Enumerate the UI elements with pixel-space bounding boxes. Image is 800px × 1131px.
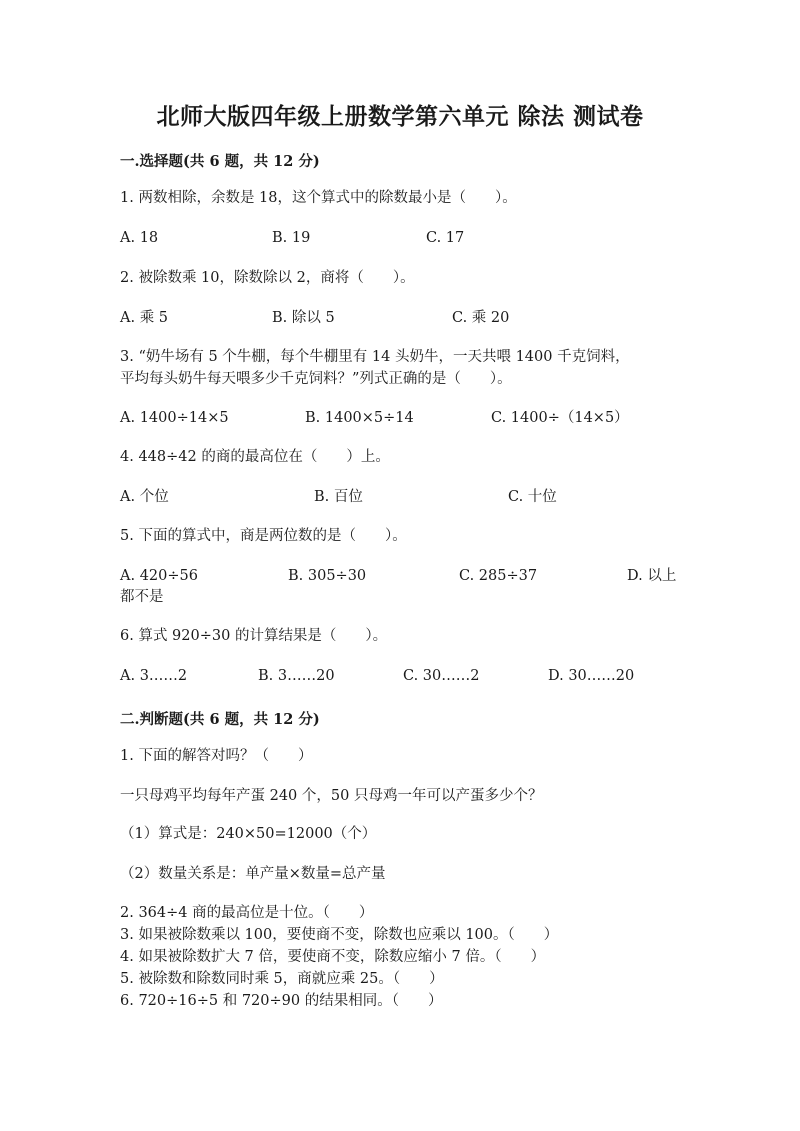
judgment-item: 4. 如果被除数扩大 7 倍，要使商不变，除数应缩小 7 倍。（ ） — [120, 949, 546, 965]
option-c: C. 乘 20 — [452, 310, 510, 326]
option-c: C. 17 — [426, 230, 465, 246]
page-title: 北师大版四年级上册数学第六单元 除法 测试卷 — [156, 103, 644, 130]
section-heading-choice: 一.选择题(共 6 题，共 12 分) — [120, 153, 320, 170]
option-d: D. 以上 — [627, 568, 677, 584]
question-stem-line-1: 3. “奶牛场有 5 个牛棚，每个牛棚里有 14 头奶牛，一天共喂 1400 千克饲料， — [120, 349, 630, 365]
option-b: B. 除以 5 — [272, 310, 335, 326]
question-stem: 6. 算式 920÷30 的计算结果是（ ）。 — [120, 628, 388, 644]
option-d: D. 30……20 — [548, 668, 635, 684]
option-a: A. 个位 — [120, 489, 169, 505]
option-a: A. 1400÷14×5 — [120, 410, 229, 426]
question-stem: 2. 被除数乘 10，除数除以 2，商将（ ）。 — [120, 270, 415, 286]
question-stem-line-2: 平均每头奶牛每天喂多少千克饲料？”列式正确的是（ ）。 — [120, 371, 512, 387]
option-b: B. 百位 — [314, 489, 363, 505]
option-b: B. 1400×5÷14 — [305, 410, 414, 426]
option-c: C. 285÷37 — [459, 568, 538, 584]
option-a: A. 420÷56 — [120, 568, 198, 584]
judgment-item: 6. 720÷16÷5 和 720÷90 的结果相同。（ ） — [120, 993, 443, 1009]
option-b: B. 305÷30 — [288, 568, 367, 584]
judgment-q1-problem: 一只母鸡平均每年产蛋 240 个，50 只母鸡一年可以产蛋多少个？ — [120, 788, 543, 804]
option-c: C. 十位 — [508, 489, 557, 505]
judgment-item: 5. 被除数和除数同时乘 5，商就应乘 25。（ ） — [120, 971, 444, 987]
question-stem: 1. 两数相除，余数是 18，这个算式中的除数最小是（ ）。 — [120, 190, 517, 206]
option-a: A. 乘 5 — [120, 310, 169, 326]
judgment-q1-stem: 1. 下面的解答对吗？（ ） — [120, 748, 313, 764]
option-d-wrap: 都不是 — [120, 589, 164, 605]
option-a: A. 3……2 — [120, 668, 188, 684]
question-stem: 5. 下面的算式中，商是两位数的是（ ）。 — [120, 528, 407, 544]
option-c: C. 1400÷（14×5） — [491, 410, 629, 426]
judgment-q1-step2: （2）数量关系是：单产量×数量=总产量 — [120, 866, 386, 882]
question-stem: 4. 448÷42 的商的最高位在（ ）上。 — [120, 449, 390, 465]
section-heading-judgment: 二.判断题(共 6 题，共 12 分) — [120, 711, 320, 728]
judgment-item: 2. 364÷4 商的最高位是十位。（ ） — [120, 905, 374, 921]
judgment-item: 3. 如果被除数乘以 100，要使商不变，除数也应乘以 100。（ ） — [120, 927, 559, 943]
judgment-q1-step1: （1）算式是：240×50=12000（个） — [120, 826, 377, 842]
option-b: B. 3……20 — [258, 668, 335, 684]
option-a: A. 18 — [120, 230, 159, 246]
option-b: B. 19 — [272, 230, 311, 246]
option-c: C. 30……2 — [403, 668, 480, 684]
